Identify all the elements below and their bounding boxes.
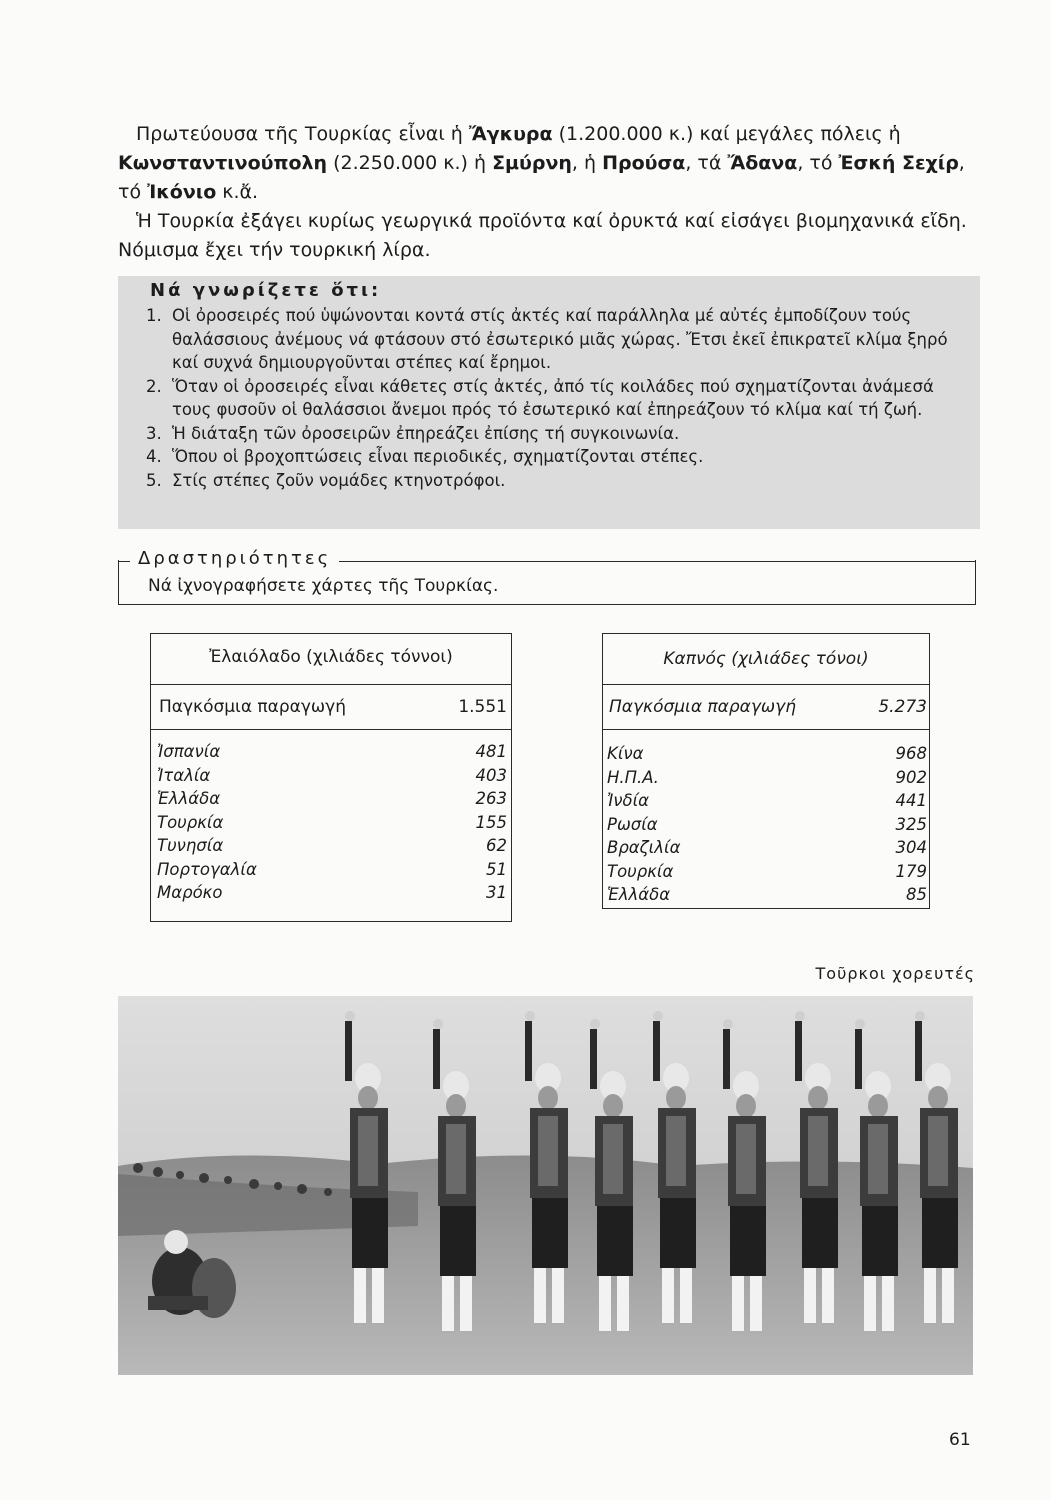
intro-paragraph-1: Πρωτεύουσα τῆς Τουρκίας εἶναι ἡ Ἄγκυρα (1.200.000 κ.) καί μεγάλες πόλεις ἡ Κωνσταντινούπολη (2.250.000 κ.) ἡ Σμύρνη, ἡ Προύσα, τά Ἄδανα, τό Ἐσκή Σεχίρ, τό Ἰκόνιο κ.ἄ.	[118, 123, 965, 203]
tobacco-world-value: 5.273	[878, 697, 927, 717]
tobacco-row	[607, 766, 927, 790]
tobacco-row	[607, 860, 927, 884]
know-item-number: 1.	[146, 306, 162, 325]
activities-title: Δραστηριότητες	[130, 548, 339, 569]
olive-oil-value: 31	[486, 883, 507, 902]
tobacco-row	[607, 813, 927, 837]
olive-oil-table-title: Ἐλαιόλαδο (χιλιάδες τόννοι)	[151, 634, 511, 685]
olive-oil-country: Μαρόκο	[157, 883, 223, 902]
olive-oil-world-value: 1.551	[458, 697, 507, 717]
intro-paragraph-2: Ἡ Τουρκία ἐξάγει κυρίως γεωργικά προϊόντα καί ὀρυκτά καί εἰσάγει βιομηχανικά εἴδη. Νόμισμα ἔχει τήν τουρκική λίρα.	[118, 210, 967, 261]
olive-oil-country: Ἰσπανία	[157, 742, 221, 761]
tobacco-country: Ἰνδία	[607, 791, 650, 810]
olive-oil-value: 263	[475, 789, 507, 808]
tobacco-rows	[603, 730, 929, 907]
tobacco-country: Ρωσία	[607, 814, 658, 834]
tobacco-value: 304	[895, 838, 927, 857]
olive-oil-row	[157, 811, 507, 835]
activities-text: Νά ἰχνογραφήσετε χάρτες τῆς Τουρκίας.	[148, 576, 499, 596]
tobacco-world-label: Παγκόσμια παραγωγή	[609, 697, 796, 717]
know-title: Νά γνωρίζετε ὅτι:	[150, 280, 382, 301]
olive-oil-value: 403	[475, 765, 507, 785]
know-item-number: 5.	[146, 470, 162, 490]
tobacco-country: Ἑλλάδα	[607, 885, 671, 904]
know-item-text: Ὅπου οἱ βροχοπτώσεις εἶναι περιοδικές, σχηματίζονται στέπες.	[172, 447, 704, 466]
olive-oil-table	[150, 633, 512, 922]
know-item	[146, 422, 966, 446]
intro-text	[118, 120, 978, 265]
olive-oil-country: Ἰταλία	[157, 765, 211, 785]
tobacco-world-row	[603, 685, 929, 730]
tobacco-country: Κίνα	[607, 744, 644, 763]
tobacco-table-title: Καπνός (χιλιάδες τόνοι)	[603, 634, 929, 685]
know-item	[146, 375, 966, 422]
tobacco-value: 968	[895, 744, 927, 763]
tobacco-country: Η.Π.Α.	[607, 767, 659, 787]
know-item-text: Στίς στέπες ζοῦν νομάδες κτηνοτρόφοι.	[172, 470, 506, 490]
know-item	[146, 304, 966, 375]
olive-oil-country: Ἑλλάδα	[157, 789, 221, 808]
know-item	[146, 445, 966, 469]
dancers-photo-graphic	[118, 996, 973, 1375]
olive-oil-row	[157, 858, 507, 882]
know-item-text: Οἱ ὀροσειρές πού ὑψώνονται κοντά στίς ἀκτές καί παράλληλα μέ αὐτές ἐμποδίζουν τούς θαλάσσιους ἀνέμους νά φτάσουν στό ἐσωτερικό μιᾶς χώρας. Ἔτσι ἐκεῖ ἐπικρατεῖ κλίμα ξηρό καί συχνά δημιουργοῦνται στέπες καί ἔρημοι.	[172, 306, 948, 372]
olive-oil-row	[157, 834, 507, 858]
know-item-text: Ἡ διάταξη τῶν ὀροσειρῶν ἐπηρεάζει ἐπίσης τή συγκοινωνία.	[172, 423, 680, 443]
tobacco-table	[602, 633, 930, 909]
tobacco-row	[607, 836, 927, 860]
dancers-photo	[118, 996, 973, 1375]
olive-oil-country: Τουρκία	[157, 812, 224, 832]
olive-oil-value: 481	[475, 742, 507, 761]
olive-oil-world-label: Παγκόσμια παραγωγή	[159, 697, 346, 717]
tobacco-value: 325	[895, 814, 927, 834]
photo-caption: Τοῦρκοι χορευτές	[815, 964, 975, 983]
tobacco-value: 179	[895, 861, 927, 881]
know-list	[146, 304, 966, 492]
tobacco-value: 902	[895, 767, 927, 787]
olive-oil-country: Τυνησία	[157, 836, 224, 855]
olive-oil-row	[157, 764, 507, 788]
know-item	[146, 469, 966, 493]
tobacco-value: 441	[895, 791, 927, 810]
olive-oil-value: 51	[486, 859, 507, 879]
olive-oil-row	[157, 740, 507, 764]
tobacco-value: 85	[906, 885, 927, 904]
know-item-number: 3.	[146, 423, 162, 443]
tobacco-row	[607, 883, 927, 907]
know-item-number: 4.	[146, 447, 162, 466]
tobacco-row	[607, 742, 927, 766]
tobacco-country: Τουρκία	[607, 861, 674, 881]
know-item-number: 2.	[146, 376, 162, 396]
olive-oil-row	[157, 881, 507, 905]
know-item-text: Ὅταν οἱ ὀροσειρές εἶναι κάθετες στίς ἀκτές, ἀπό τίς κοιλάδες πού σχηματίζονται ἀνάμεσά τους φυσοῦν οἱ θαλάσσιοι ἄνεμοι πρός τό ἐσωτερικό καί ἐπηρεάζουν τό κλίμα καί τή ζωή.	[172, 376, 934, 419]
olive-oil-country: Πορτογαλία	[157, 859, 257, 879]
page-number: 61	[949, 1430, 971, 1450]
tobacco-row	[607, 789, 927, 813]
olive-oil-value: 62	[486, 836, 507, 855]
olive-oil-rows	[151, 730, 511, 905]
olive-oil-world-row	[151, 685, 511, 730]
olive-oil-value: 155	[475, 812, 507, 832]
tobacco-country: Βραζιλία	[607, 838, 681, 857]
olive-oil-row	[157, 787, 507, 811]
